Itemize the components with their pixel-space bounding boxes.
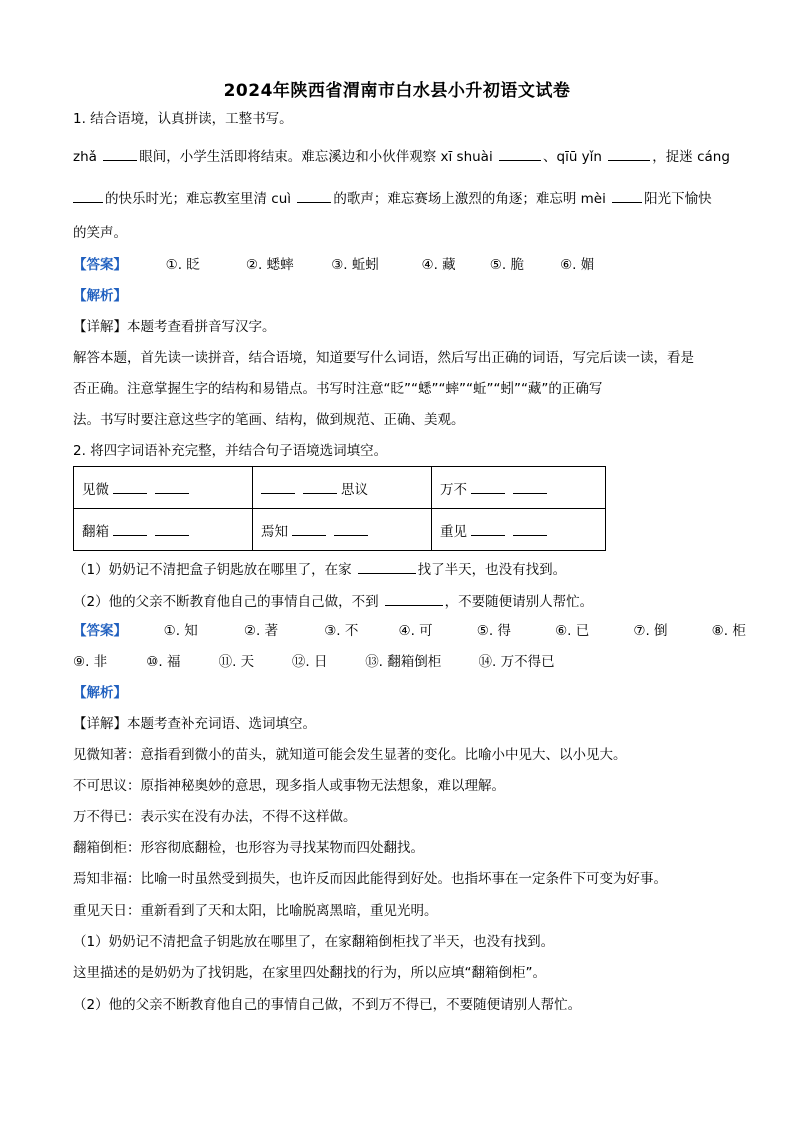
answer-blank[interactable] [113,523,147,536]
q2-text: （2）他的父亲不断教育他自己的事情自己做，不到 [73,594,379,610]
answer-item: ⑬. 翻箱倒柜 [365,654,442,670]
q2-answer-row-1 [73,622,746,640]
analysis-tag: 【解析】 [73,685,127,701]
answer-blank[interactable] [297,188,331,203]
explanation-text: 焉知非福：比喻一时虽然受到损失，也许反而因此能得到好处。也指坏事在一定条件下可变为好事。 [73,871,667,887]
idiom-table [73,466,606,551]
answer-blank[interactable] [155,523,189,536]
answer-blank[interactable] [471,523,505,536]
q2-answer-row-2 [73,653,555,671]
answer-blank[interactable] [113,481,147,494]
explanation-text: 这里描述的是奶奶为了找钥匙，在家里四处翻找的行为，所以应填“翻箱倒柜”。 [73,965,546,981]
analysis-tag: 【解析】 [73,288,127,304]
q1-sentence-line2 [73,188,712,208]
idiom-cell [253,509,432,551]
answer-item: ⑨. 非 [73,654,108,670]
page-title: 2024年陕西省渭南市白水县小升初语文试卷 [223,81,571,101]
answer-item: ⑥. 媚 [560,257,595,273]
answer-blank[interactable] [73,188,103,203]
explanation-text: 重见天日：重新看到了天和太阳，比喻脱离黑暗，重见光明。 [73,903,438,919]
q1-sentence-line3: 的笑声。 [73,225,127,241]
answer-blank[interactable] [261,481,295,494]
answer-item: ②. 蟋蟀 [245,257,294,273]
explanation-text: 翻箱倒柜：形容彻底翻检，也形容为寻找某物而四处翻找。 [73,840,424,856]
answer-blank[interactable] [358,559,416,574]
idiom-cell [432,467,606,509]
explanation-text: 万不得已：表示实在没有办法，不得不这样做。 [73,809,357,825]
q1-sentence-line1 [73,146,730,166]
idiom-prefix: 翻箱 [82,523,109,540]
answer-blank[interactable] [155,481,189,494]
q1-text: 阳光下愉快 [644,191,712,207]
idiom-cell [74,467,253,509]
detail-heading: 【详解】本题考查补充词语、选词填空。 [73,716,316,732]
explanation-text: 否正确。注意掌握生字的结构和易错点。书写时注意“眨”“蟋”“蟀”“蚯”“蚓”“藏”的正确写 [73,381,603,397]
answer-blank[interactable] [103,146,137,161]
answer-blank[interactable] [471,481,505,494]
explanation-text: 见微知著：意指看到微小的苗头，就知道可能会发生显著的变化。比喻小中见大、以小见大。 [73,747,627,763]
q1-text: ，捉迷 cáng [652,149,730,165]
explanation-text: （1）奶奶记不清把盒子钥匙放在哪里了，在家翻箱倒柜找了半天，也没有找到。 [73,934,555,950]
answer-item: ⑭. 万不得已 [478,654,555,670]
answer-item: ⑧. 柜 [711,623,746,639]
answer-item: ⑤. 得 [476,623,511,639]
idiom-prefix: 见微 [82,481,109,498]
answer-item: ⑪. 天 [218,654,255,670]
q1-text: 眼间，小学生活即将结束。难忘溪边和小伙伴观察 xī shuài [139,149,493,165]
answer-blank[interactable] [513,523,547,536]
explanation-text: （2）他的父亲不断教育他自己的事情自己做，不到万不得已，不要随便请别人帮忙。 [73,997,582,1013]
idiom-prefix: 焉知 [261,523,288,540]
q1-text: 的歌声；难忘赛场上激烈的角逐；难忘明 mèi [333,191,606,207]
q1-answer-row [73,256,594,274]
q2-text: （1）奶奶记不清把盒子钥匙放在哪里了，在家 [73,562,352,578]
idiom-prefix: 重见 [440,523,467,540]
q2-sentence-1 [73,559,566,579]
answer-tag: 【答案】 [73,623,127,639]
answer-item: ②. 著 [243,623,279,639]
q2-stem: 2. 将四字词语补充完整，并结合句子语境选词填空。 [73,443,388,459]
explanation-text: 法。书写时要注意这些字的笔画、结构，做到规范、正确、美观。 [73,412,465,428]
answer-item: ①. 眨 [165,257,200,273]
idiom-cell [74,509,253,551]
detail-heading: 【详解】本题考查看拼音写汉字。 [73,319,276,335]
answer-item: ⑫. 日 [291,654,328,670]
q2-sentence-2 [73,591,593,611]
answer-item: ⑤. 脆 [489,257,524,273]
answer-tag: 【答案】 [73,257,127,273]
answer-item: ④. 可 [398,623,433,639]
explanation-text: 解答本题，首先读一读拼音，结合语境，知道要写什么词语，然后写出正确的词语，写完后读一读，看是 [73,350,694,366]
answer-blank[interactable] [612,188,642,203]
q2-text: ，不要随便请别人帮忙。 [444,594,594,610]
answer-blank[interactable] [385,591,443,606]
answer-blank[interactable] [292,523,326,536]
answer-item: ④. 藏 [421,257,456,273]
q1-text: 、qīū yǐn [543,149,602,165]
q1-stem: 1. 结合语境，认真拼读，工整书写。 [73,111,293,127]
idiom-cell [432,509,606,551]
answer-item: ⑩. 福 [146,654,181,670]
answer-item: ①. 知 [163,623,198,639]
answer-blank[interactable] [513,481,547,494]
answer-item: ③. 蚯蚓 [331,257,379,273]
answer-blank[interactable] [499,146,541,161]
idiom-cell [253,467,432,509]
idiom-suffix: 思议 [341,481,368,498]
answer-item: ⑥. 已 [555,623,590,639]
q1-text: 的快乐时光；难忘教室里清 cuì [105,191,292,207]
explanation-text: 不可思议：原指神秘奥妙的意思，现多指人或事物无法想象，难以理解。 [73,778,505,794]
answer-item: ③. 不 [324,623,359,639]
q2-text: 找了半天，也没有找到。 [417,562,567,578]
q1-text: zhǎ [73,149,97,165]
answer-blank[interactable] [334,523,368,536]
answer-item: ⑦. 倒 [633,623,668,639]
answer-blank[interactable] [303,481,337,494]
answer-blank[interactable] [608,146,650,161]
idiom-prefix: 万不 [440,481,467,498]
